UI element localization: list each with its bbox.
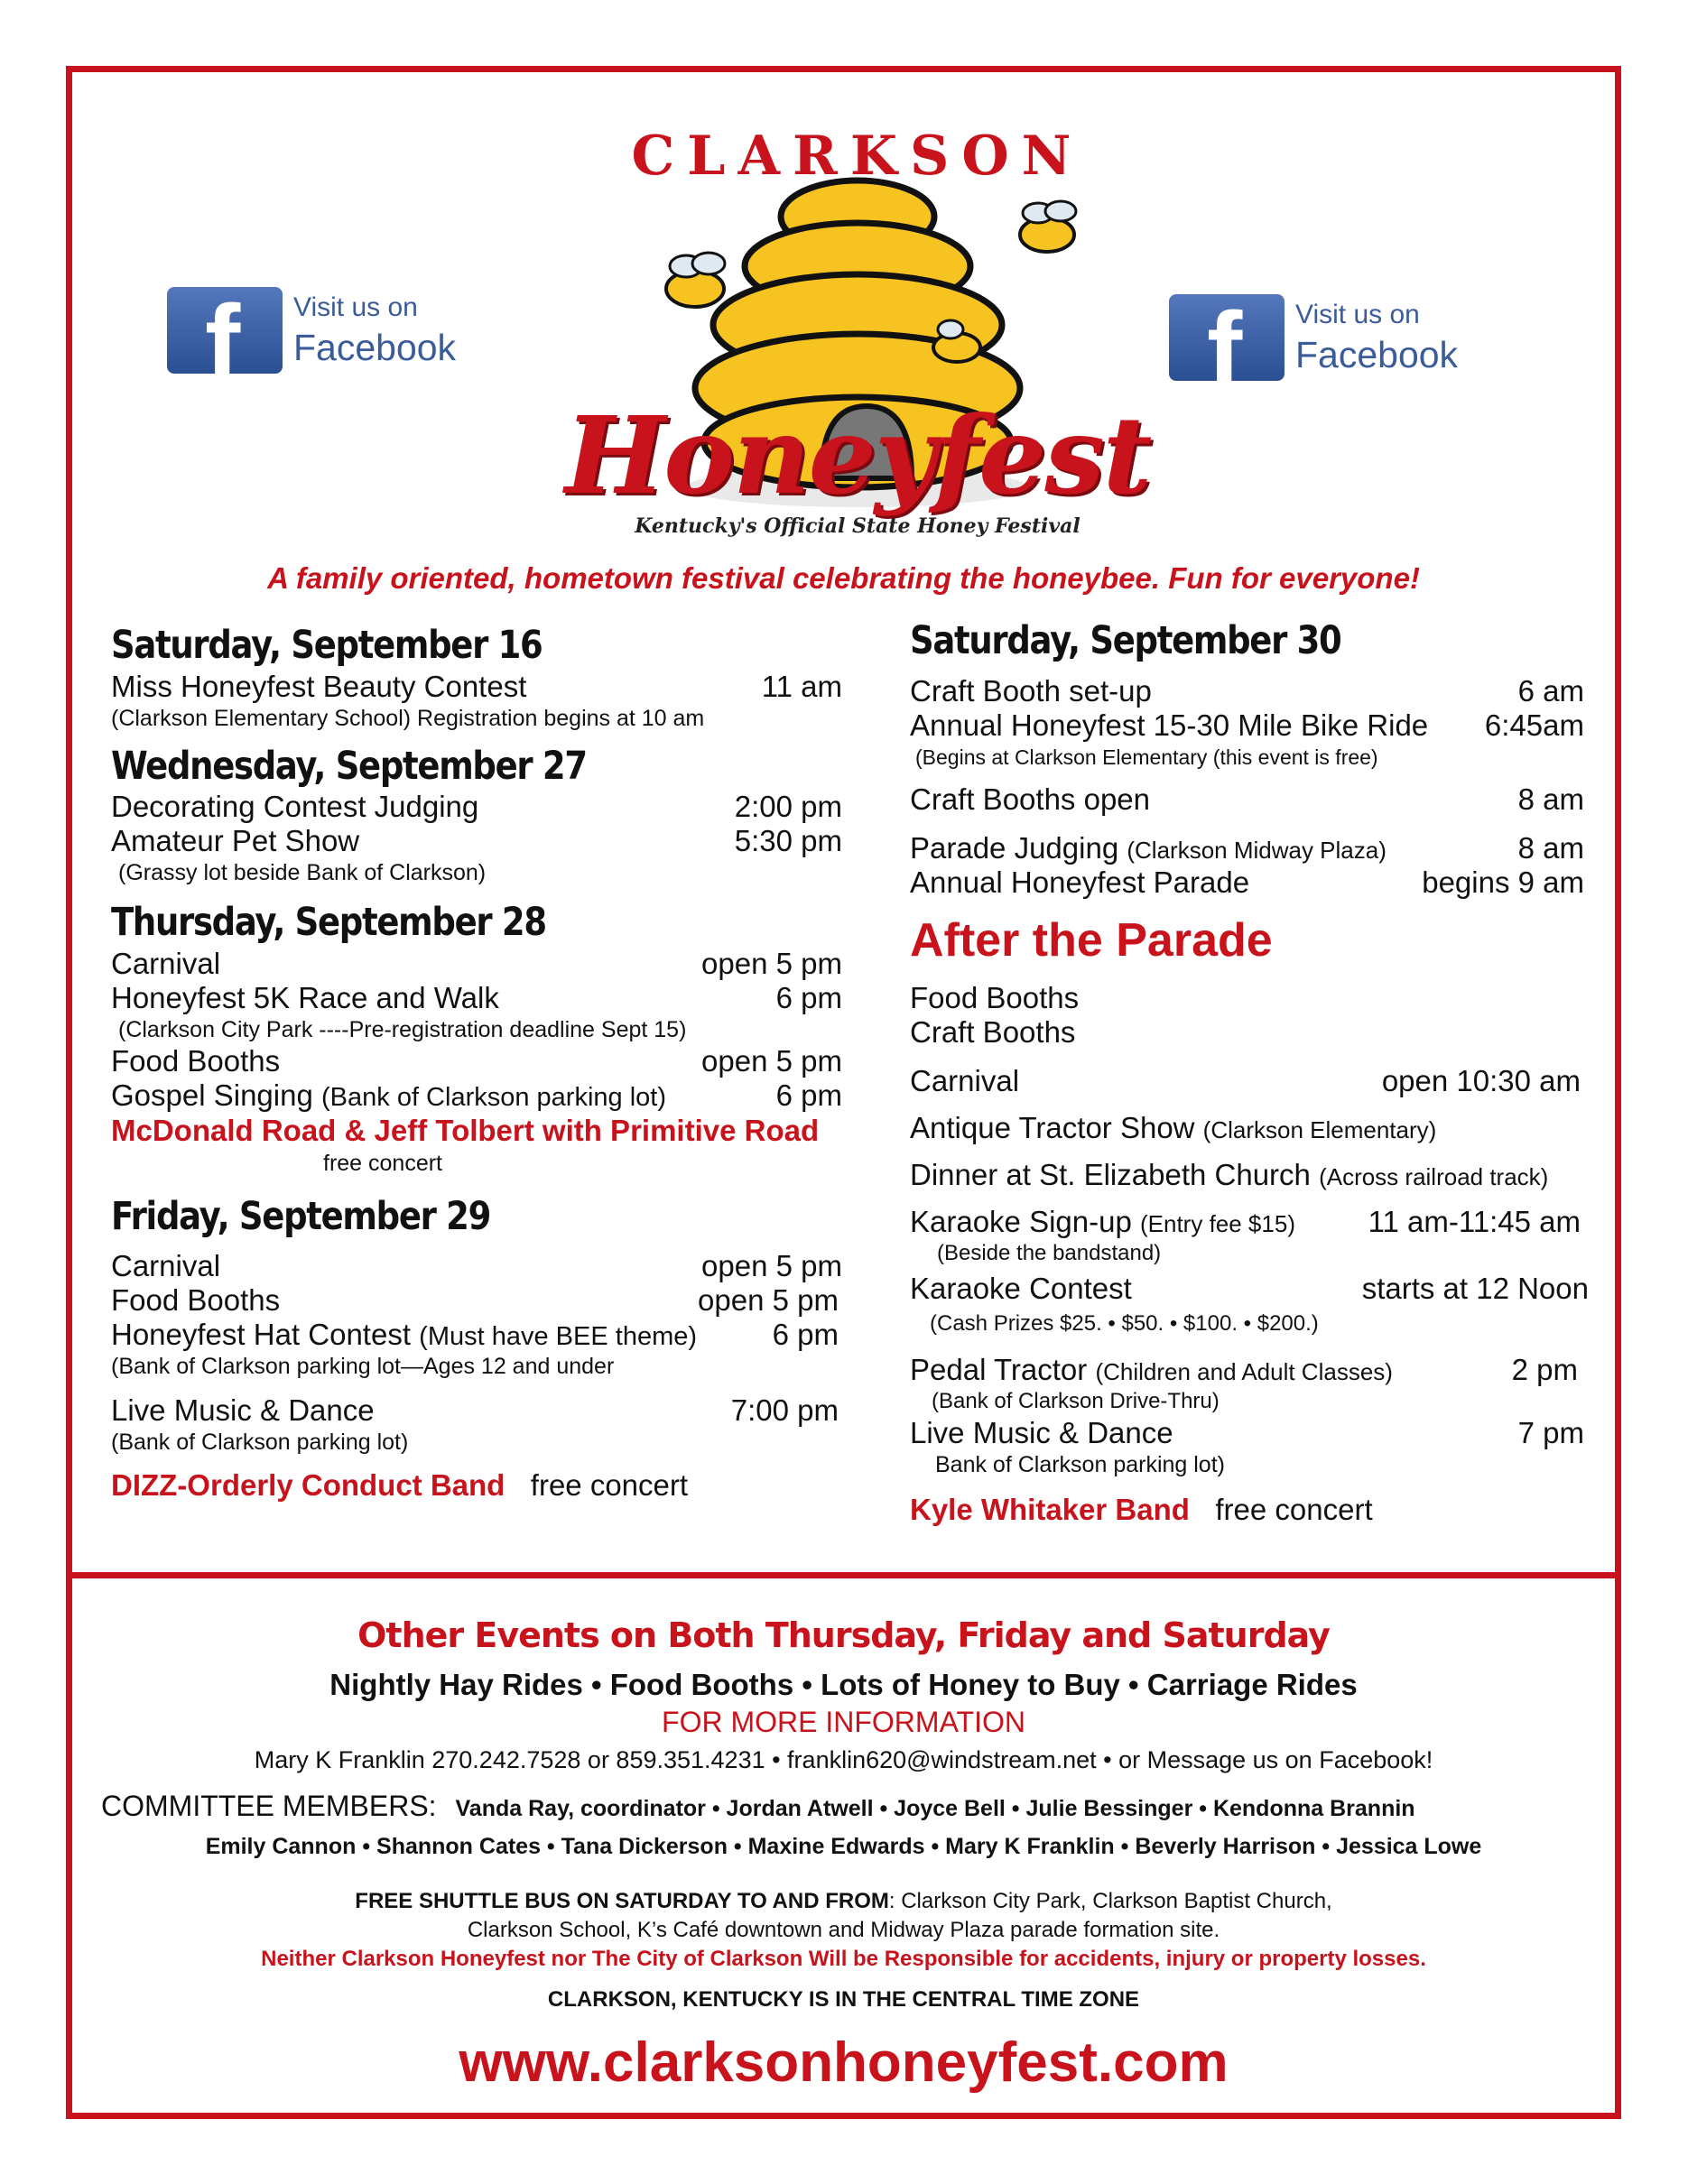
event-name: Annual Honeyfest Parade bbox=[910, 865, 1250, 899]
shuttle-info bbox=[72, 1889, 1615, 1914]
shuttle-stops-2: Clarkson School, K’s Café downtown and Midway Plaza parade formation site. bbox=[467, 1918, 1220, 1942]
facebook-icon: f bbox=[1169, 294, 1285, 381]
committee-members bbox=[101, 1790, 1415, 1823]
event-row bbox=[111, 981, 842, 1015]
schedule-left-column bbox=[111, 623, 842, 1504]
day-heading: Friday, September 29 bbox=[111, 1193, 491, 1239]
website-link[interactable]: www.clarksonhoneyfest.com bbox=[459, 2031, 1229, 2094]
event-row bbox=[111, 1249, 842, 1283]
contact-text: Mary K Franklin 270.242.7528 or 859.351.4231 • franklin620@windstream.net • or Message us on Facebook! bbox=[254, 1746, 1433, 1773]
committee-line-2: Emily Cannon • Shannon Cates • Tana Dickerson • Maxine Edwards • Mary K Franklin • Beverly Harrison • Jessica Lowe bbox=[205, 1834, 1482, 1859]
featured-band: McDonald Road & Jeff Tolbert with Primitive Road bbox=[111, 1113, 820, 1147]
day-heading: Wednesday, September 27 bbox=[111, 743, 587, 789]
timezone-note: CLARKSON, KENTUCKY IS IN THE CENTRAL TIME ZONE bbox=[547, 1987, 1140, 2012]
event-note: (Clarkson City Park ----Pre-registration deadline Sept 15) bbox=[118, 1016, 687, 1042]
event-row bbox=[910, 1353, 1578, 1387]
event-row bbox=[111, 1318, 839, 1352]
band-note: free concert bbox=[530, 1468, 689, 1503]
logo-subtitle: Kentucky's Official State Honey Festival bbox=[635, 514, 1081, 538]
event-name: Food Booths bbox=[111, 1283, 281, 1318]
event-row bbox=[910, 831, 1584, 865]
event-row bbox=[910, 1064, 1581, 1098]
event-time: 6 pm bbox=[775, 980, 842, 1014]
honeyfest-logo bbox=[560, 108, 1155, 555]
event-note: (Beside the bandstand) bbox=[937, 1240, 1162, 1265]
event-name: Annual Honeyfest 15-30 Mile Bike Ride bbox=[910, 708, 1429, 742]
event-time: open 5 pm bbox=[701, 1043, 842, 1078]
event-time: 7:00 pm bbox=[730, 1393, 839, 1428]
event-time: 6 pm bbox=[772, 1318, 839, 1352]
event-time: open 10:30 am bbox=[1381, 1063, 1581, 1097]
event-name: Gospel Singing bbox=[111, 1078, 313, 1112]
event-name: Pedal Tractor bbox=[910, 1352, 1088, 1386]
facebook-visit-label: Visit us on bbox=[293, 292, 418, 322]
event-time: 11 am bbox=[761, 669, 842, 703]
logo-clarkson-text: CLARKSON bbox=[631, 125, 1084, 188]
day-heading: Saturday, September 30 bbox=[910, 618, 1341, 663]
committee-line-1: Vanda Ray, coordinator • Jordan Atwell • Joyce Bell • Julie Bessinger • Kendonna Brannin bbox=[455, 1796, 1415, 1821]
event-time: begins 9 am bbox=[1422, 865, 1584, 899]
event-name: Food Booths bbox=[910, 980, 1080, 1014]
event-row bbox=[111, 1283, 839, 1318]
disclaimer: Neither Clarkson Honeyfest nor The City of Clarkson Will be Responsible for accidents, injury or property losses. bbox=[261, 1947, 1426, 1971]
event-detail: (Must have BEE theme) bbox=[419, 1322, 698, 1352]
event-note: (Cash Prizes $25. • $50. • $100. • $200.) bbox=[930, 1310, 1319, 1336]
day-heading: Saturday, September 16 bbox=[111, 623, 543, 668]
logo-honeyfest-text: Honeyfest bbox=[564, 393, 1151, 518]
event-note: (Clarkson Elementary School) Registration begins at 10 am bbox=[111, 705, 705, 731]
event-row bbox=[910, 1416, 1584, 1450]
event-row bbox=[111, 1078, 842, 1113]
event-detail: (Children and Adult Classes) bbox=[1095, 1357, 1393, 1385]
band-row bbox=[910, 1492, 1589, 1528]
event-name: Karaoke Sign-up bbox=[910, 1204, 1132, 1238]
other-events-heading: Other Events on Both Thursday, Friday and Saturday bbox=[357, 1615, 1330, 1655]
event-time: 5:30 pm bbox=[734, 824, 842, 858]
event-name: Antique Tractor Show bbox=[910, 1110, 1195, 1144]
event-row bbox=[111, 1044, 842, 1078]
event-name: Craft Booths bbox=[910, 1014, 1076, 1049]
event-row bbox=[910, 1111, 1589, 1145]
event-row bbox=[111, 1393, 839, 1428]
event-name: Honeyfest Hat Contest bbox=[111, 1318, 411, 1352]
event-row bbox=[910, 708, 1584, 743]
event-note: (Bank of Clarkson parking lot) bbox=[111, 1430, 409, 1456]
more-info-heading: FOR MORE INFORMATION bbox=[662, 1706, 1025, 1738]
event-name: Carnival bbox=[111, 1249, 221, 1283]
featured-band: DIZZ-Orderly Conduct Band bbox=[111, 1468, 505, 1503]
event-time: 2:00 pm bbox=[734, 790, 842, 824]
schedule-right-column bbox=[910, 618, 1589, 1528]
bee-icon bbox=[666, 253, 725, 307]
facebook-visit-label: Visit us on bbox=[1295, 300, 1420, 329]
event-time: 7 pm bbox=[1517, 1415, 1584, 1449]
event-time: 6:45am bbox=[1484, 708, 1584, 742]
event-name: Miss Honeyfest Beauty Contest bbox=[111, 669, 527, 703]
event-detail: (Clarkson Midway Plaza) bbox=[1127, 836, 1387, 864]
event-row bbox=[910, 865, 1584, 900]
event-name: Craft Booth set-up bbox=[910, 673, 1152, 708]
event-time: open 5 pm bbox=[701, 946, 842, 980]
event-name: Parade Judging bbox=[910, 830, 1119, 865]
event-row bbox=[111, 790, 842, 824]
event-row bbox=[910, 1158, 1589, 1192]
shuttle-stops: : Clarkson City Park, Clarkson Baptist Church, bbox=[888, 1889, 1332, 1913]
event-row bbox=[910, 1205, 1581, 1239]
tagline: A family oriented, hometown festival celebrating the honeybee. Fun for everyone! bbox=[267, 561, 1420, 595]
section-divider bbox=[66, 1572, 1621, 1578]
contact-info bbox=[72, 1746, 1615, 1774]
event-name: Honeyfest 5K Race and Walk bbox=[111, 980, 499, 1014]
facebook-link-left[interactable] bbox=[162, 280, 487, 403]
featured-band: Kyle Whitaker Band bbox=[910, 1492, 1190, 1526]
event-note: (Begins at Clarkson Elementary (this event is free) bbox=[915, 745, 1378, 769]
event-detail: (Clarkson Elementary) bbox=[1202, 1115, 1437, 1143]
day-heading: Thursday, September 28 bbox=[111, 900, 546, 946]
facebook-label: Facebook bbox=[1295, 334, 1459, 375]
event-row bbox=[111, 947, 842, 981]
event-detail: (Entry fee $15) bbox=[1140, 1209, 1295, 1237]
event-note: Bank of Clarkson parking lot) bbox=[935, 1451, 1225, 1477]
band-note: free concert bbox=[1215, 1492, 1373, 1526]
event-row bbox=[910, 1272, 1589, 1306]
other-events-list: Nightly Hay Rides • Food Booths • Lots of Honey to Buy • Carriage Rides bbox=[329, 1668, 1358, 1701]
event-detail: (Bank of Clarkson parking lot) bbox=[321, 1082, 666, 1112]
event-row bbox=[910, 782, 1584, 817]
event-name: Carnival bbox=[910, 1063, 1020, 1097]
event-detail: (Across railroad track) bbox=[1319, 1162, 1549, 1190]
event-name: Dinner at St. Elizabeth Church bbox=[910, 1157, 1311, 1191]
event-row bbox=[111, 824, 842, 858]
event-time: 11 am-11:45 am bbox=[1368, 1204, 1581, 1238]
shuttle-label: FREE SHUTTLE BUS ON SATURDAY TO AND FROM bbox=[355, 1889, 889, 1913]
event-time: starts at 12 Noon bbox=[1361, 1271, 1589, 1305]
event-time: 6 pm bbox=[775, 1078, 842, 1112]
event-name: Karaoke Contest bbox=[910, 1271, 1132, 1305]
event-row bbox=[111, 670, 842, 704]
event-name: Amateur Pet Show bbox=[111, 824, 360, 858]
event-note: (Grassy lot beside Bank of Clarkson) bbox=[118, 860, 487, 886]
after-parade-heading: After the Parade bbox=[910, 913, 1273, 967]
event-name: Live Music & Dance bbox=[111, 1393, 375, 1428]
event-name: Decorating Contest Judging bbox=[111, 790, 479, 824]
committee-label: COMMITTEE MEMBERS: bbox=[101, 1790, 437, 1822]
event-time: 8 am bbox=[1517, 830, 1584, 865]
facebook-label: Facebook bbox=[293, 327, 457, 368]
event-name: Carnival bbox=[111, 946, 221, 980]
bee-icon bbox=[1020, 201, 1076, 252]
event-row bbox=[910, 981, 1589, 1015]
facebook-icon: f bbox=[167, 287, 283, 374]
event-time: 2 pm bbox=[1511, 1352, 1578, 1386]
event-time: 8 am bbox=[1517, 782, 1584, 816]
event-row bbox=[910, 1015, 1589, 1050]
band-row bbox=[111, 1467, 842, 1504]
event-time: open 5 pm bbox=[701, 1249, 842, 1283]
event-note: (Bank of Clarkson parking lot—Ages 12 and under bbox=[111, 1354, 615, 1380]
event-time: open 5 pm bbox=[698, 1283, 839, 1318]
event-row bbox=[910, 674, 1584, 708]
event-note: (Bank of Clarkson Drive-Thru) bbox=[932, 1388, 1220, 1413]
facebook-link-right[interactable] bbox=[1164, 287, 1489, 410]
event-name: Food Booths bbox=[111, 1043, 281, 1078]
band-note: free concert bbox=[323, 1150, 443, 1176]
event-time: 6 am bbox=[1517, 673, 1584, 708]
event-name: Live Music & Dance bbox=[910, 1415, 1173, 1449]
event-name: Craft Booths open bbox=[910, 782, 1150, 816]
